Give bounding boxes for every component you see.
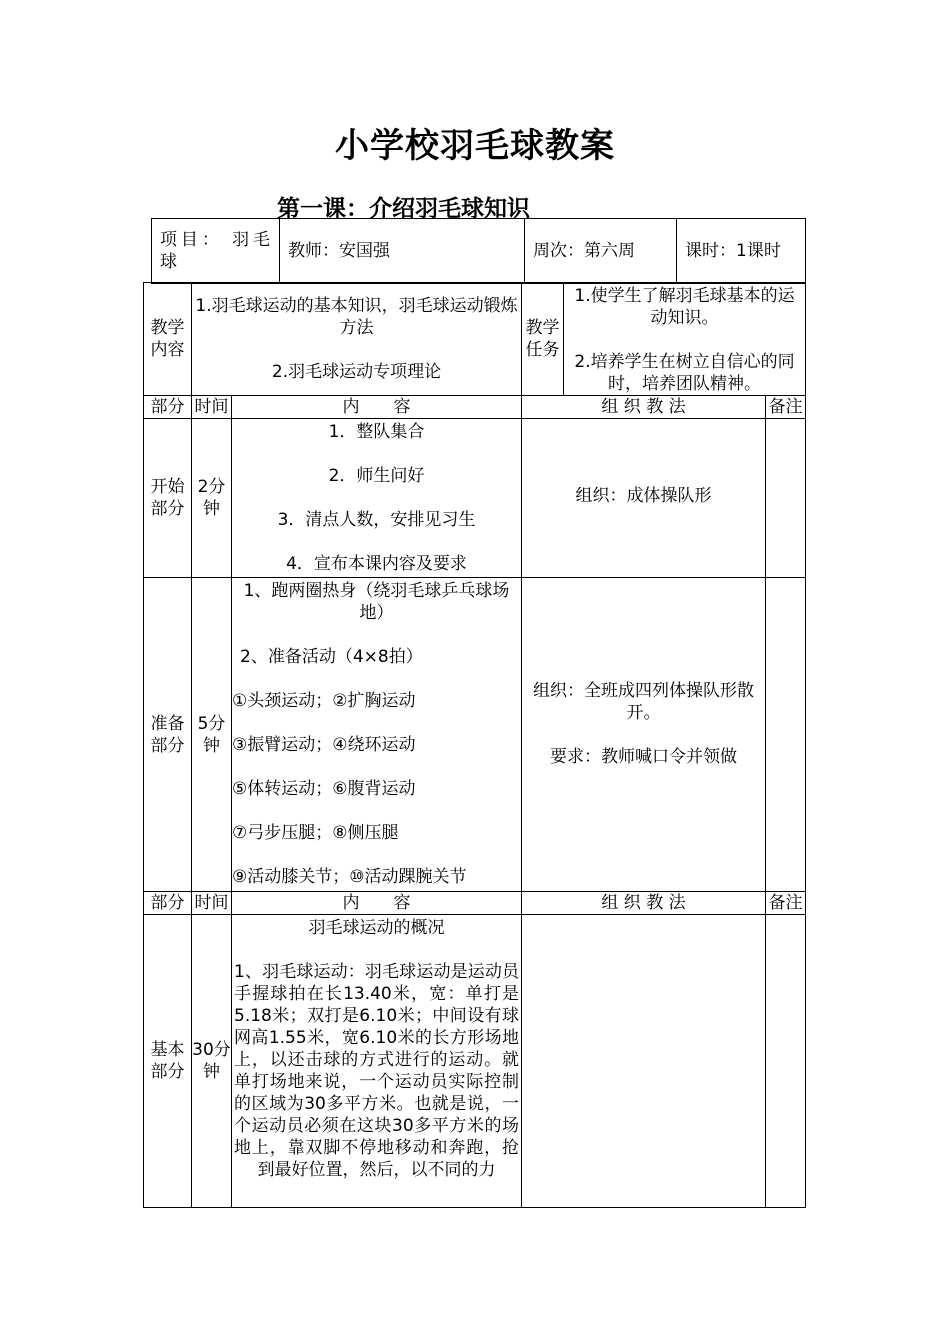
warmup-note [766,578,806,892]
warmup-content [232,578,522,892]
basic-method [522,915,766,1208]
warmup-section-row [144,578,806,892]
content-item-2: 2.羽毛球运动专项理论 [271,362,442,382]
start-content [232,419,522,578]
start-item: 1．整队集合 [328,422,425,442]
info-table [151,218,806,284]
warmup-item: ⑦弓步压腿；⑧侧压腿 [232,823,399,843]
task-item-1: 1.使学生了解羽毛球基本的运动知识。 [574,286,795,328]
basic-section-row [144,915,806,1208]
start-method: 组织：成体操队形 [522,419,766,578]
header-part: 部分 [144,396,192,419]
overview-row [144,283,806,396]
lesson-plan-table [143,282,806,1208]
header-method: 组 织 教 法 [522,892,766,915]
header-note: 备注 [766,396,806,419]
lesson-title: 第一课：介绍羽毛球知识 [277,196,530,222]
project-text: 项目： 羽毛球 [160,230,271,272]
header-content: 内 容 [232,892,522,915]
document-title: 小学校羽毛球教案 [335,126,615,166]
task-item-2: 2.培养学生在树立自信心的同时，培养团队精神。 [574,352,795,394]
warmup-item: 1、跑两圈热身（绕羽毛球乒乓球场地） [243,581,510,623]
header-time: 时间 [192,892,232,915]
week-cell: 周次：第六周 [525,219,677,284]
basic-content-body: 1、羽毛球运动：羽毛球运动是运动员手握球拍在长13.40米，宽：单打是5.18米；双打是6.10米；中间设有球网高1.55米，宽6.10米的长方形场地上，以还击球的方式进行的运动。就单打场地来说，一个运动员实际控制的区域为30多平方米。也就是说，一个运动员必须在这块30多平方米的场地上，靠双脚不停地移动和奔跑，抢到最好位置，然后，以不同的力 [234,962,520,1180]
warmup-item: ①头颈运动；②扩胸运动 [232,691,416,711]
period-cell: 课时：1课时 [677,219,806,284]
warmup-method [522,578,766,892]
teaching-content-label: 教学内容 [144,283,192,396]
project-cell [152,219,280,284]
start-item: 3．清点人数，安排见习生 [277,510,476,530]
basic-part: 基本部分 [144,915,192,1208]
header-content: 内 容 [232,396,522,419]
basic-content [232,915,522,1208]
warmup-item: 2、准备活动（4×8拍） [240,647,423,667]
header-method: 组 织 教 法 [522,396,766,419]
basic-note [766,915,806,1208]
warmup-part: 准备部分 [144,578,192,892]
start-note [766,419,806,578]
teaching-content-cell [192,283,522,396]
header-row [144,396,806,419]
warmup-method-item: 要求：教师喊口令并领做 [550,746,738,767]
start-item: 4．宣布本课内容及要求 [286,554,467,574]
teaching-task-label: 教学任务 [522,283,564,396]
header-row-repeat [144,892,806,915]
header-note: 备注 [766,892,806,915]
header-time: 时间 [192,396,232,419]
warmup-item: ⑨活动膝关节；⑩活动踝腕关节 [232,867,467,887]
header-part: 部分 [144,892,192,915]
teacher-cell: 教师：安国强 [280,219,525,284]
info-row [152,219,806,284]
warmup-item: ③振臂运动；④绕环运动 [232,735,416,755]
basic-content-title: 羽毛球运动的概况 [308,918,445,938]
start-time: 2分钟 [192,419,232,578]
basic-time: 30分钟 [192,915,232,1208]
start-section-row [144,419,806,578]
start-part: 开始部分 [144,419,192,578]
warmup-item: ⑤体转运动；⑥腹背运动 [232,779,416,799]
teaching-task-cell [564,283,806,396]
warmup-time: 5分钟 [192,578,232,892]
start-item: 2．师生问好 [328,466,425,486]
warmup-method-item: 组织：全班成四列体操队形散开。 [533,680,755,723]
content-item-1: 1.羽毛球运动的基本知识，羽毛球运动锻炼方法 [195,296,518,338]
